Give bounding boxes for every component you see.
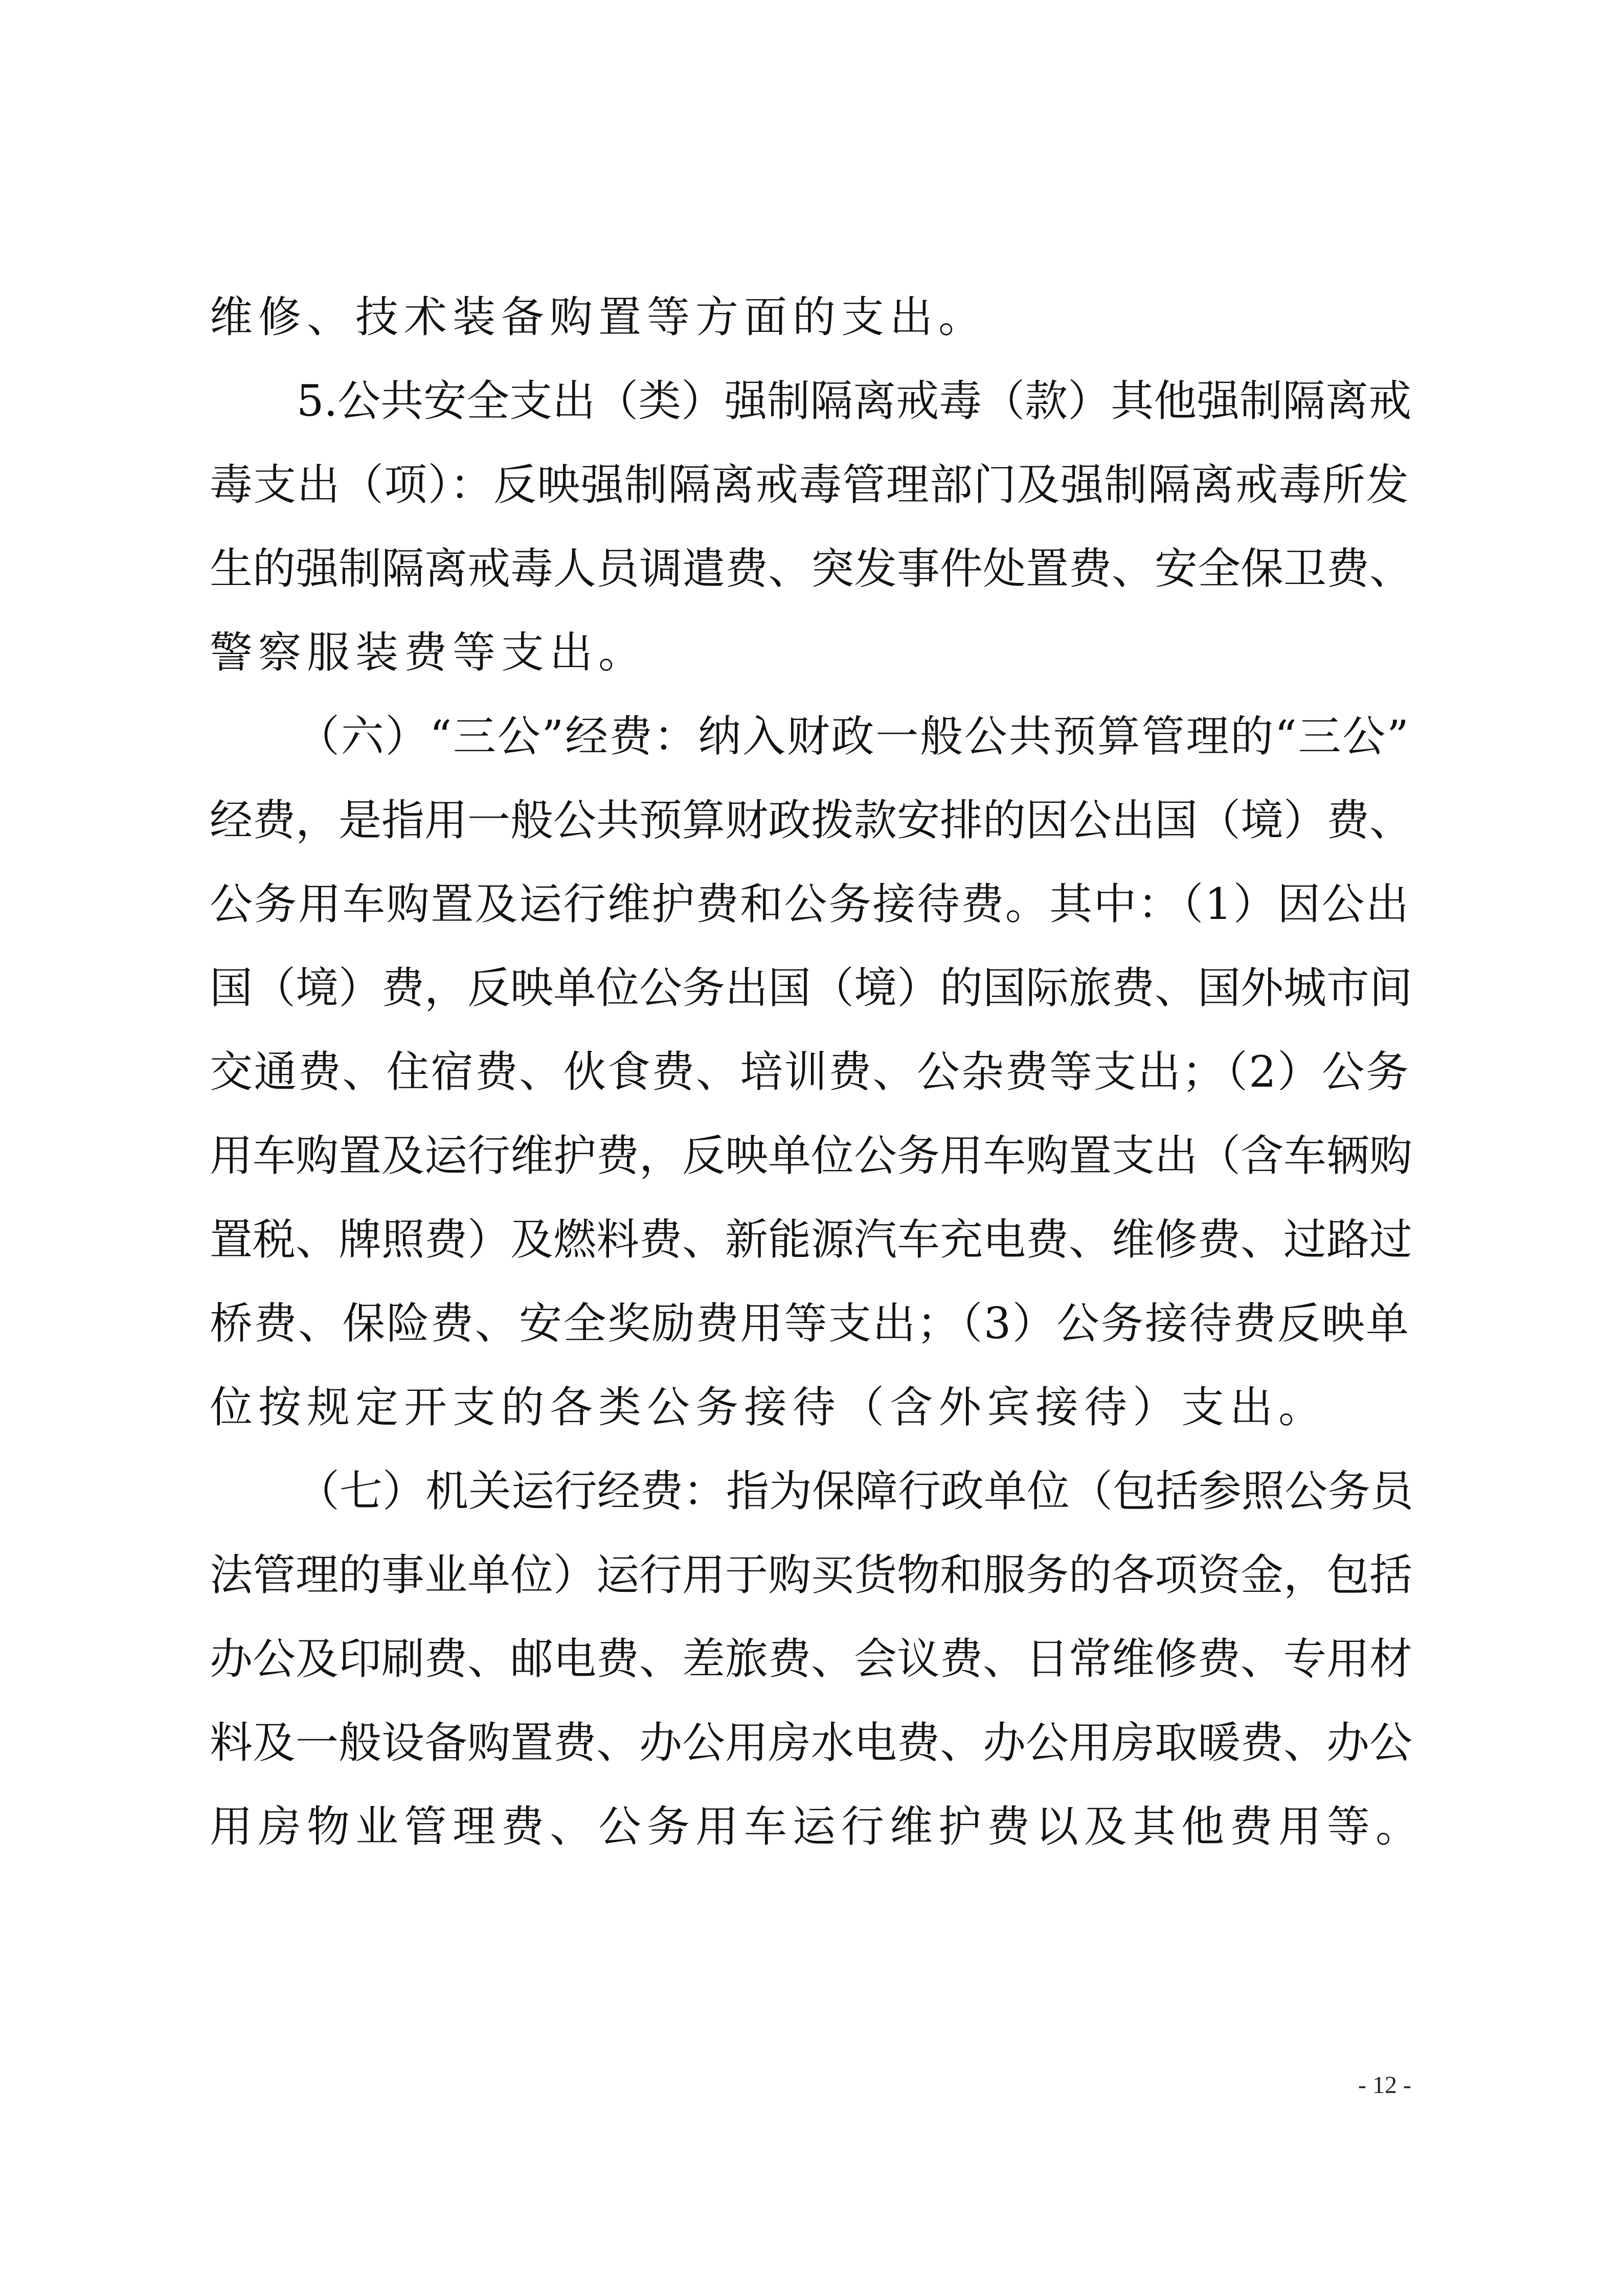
text-line: 料及一般设备购置费、办公用房水电费、办公用房取暖费、办公 (210, 1718, 1413, 1768)
text-line: 维修、技术装备购置等方面的支出。 (210, 292, 987, 342)
text-line: 国（境）费，反映单位公务出国（境）的国际旅费、国外城市间 (210, 963, 1413, 1013)
body-text (210, 275, 1425, 1869)
text-line: 生的强制隔离戒毒人员调遣费、突发事件处置费、安全保卫费、 (210, 544, 1413, 594)
text-line: 用车购置及运行维护费，反映单位公务用车购置支出（含车辆购 (210, 1131, 1413, 1181)
text-line: 警察服装费等支出。 (210, 627, 647, 678)
text-line: 5.公共安全支出（类）强制隔离戒毒（款）其他强制隔离戒 (297, 376, 1412, 426)
text-line: 经费，是指用一般公共预算财政拨款安排的因公出国（境）费、 (210, 795, 1413, 845)
text-line: 桥费、保险费、安全奖励费用等支出；（3）公务接待费反映单 (210, 1298, 1409, 1348)
text-line: 置税、牌照费）及燃料费、新能源汽车充电费、维修费、过路过 (210, 1214, 1413, 1265)
text-line: 毒支出（项）：反映强制隔离戒毒管理部门及强制隔离戒毒所发 (210, 460, 1409, 510)
text-line: 办公及印刷费、邮电费、差旅费、会议费、日常维修费、专用材 (210, 1634, 1413, 1684)
page-number: - 12 - (1358, 2072, 1411, 2099)
text-line: 公务用车购置及运行维护费和公务接待费。其中：（1）因公出 (210, 879, 1409, 929)
text-line: （七）机关运行经费：指为保障行政单位（包括参照公务员 (297, 1466, 1414, 1516)
text-line: 用房物业管理费、公务用车运行维护费以及其他费用等。 (210, 1802, 1425, 1852)
text-line: 交通费、住宿费、伙食费、培训费、公杂费等支出；（2）公务 (210, 1047, 1409, 1097)
text-line: 法管理的事业单位）运行用于购买货物和服务的各项资金，包括 (210, 1550, 1413, 1600)
text-line: （六）“三公”经费：纳入财政一般公共预算管理的“三公” (297, 711, 1409, 761)
text-line: 位按规定开支的各类公务接待（含外宾接待）支出。 (210, 1382, 1327, 1432)
